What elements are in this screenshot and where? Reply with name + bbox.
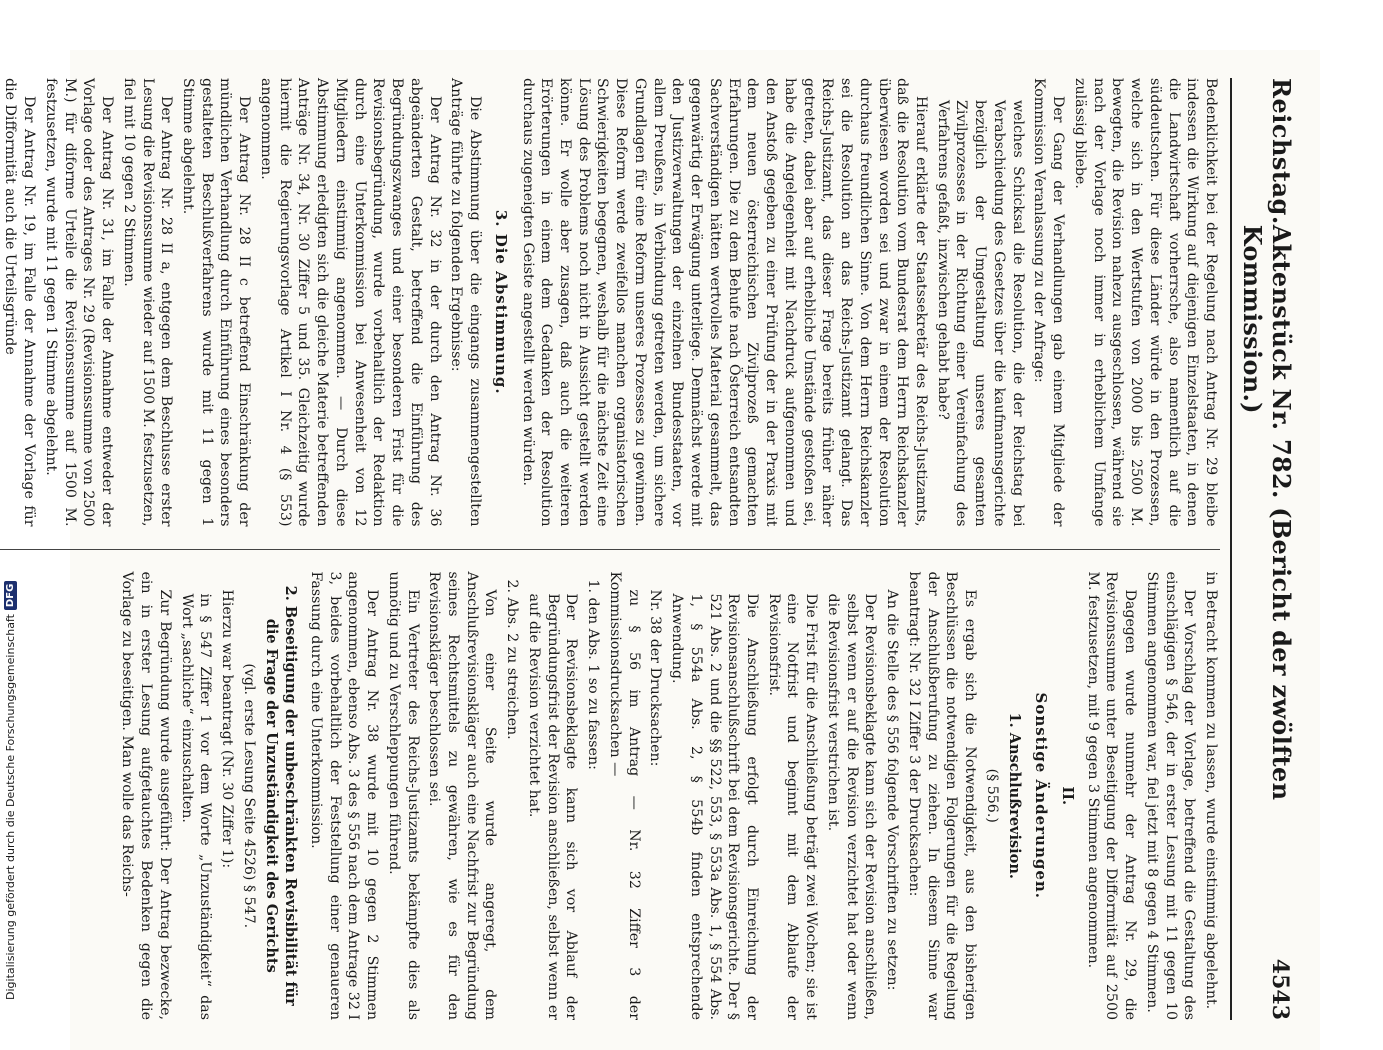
text-columns: [0, 78, 1220, 1020]
quote: Der Revisionsbeklagte kann sich vor Ablauf der Begründungsfrist der Revision anschließen, selbst wenn er auf die Revision verzichtet hat.: [525, 593, 580, 1020]
subsection-heading: 1. Anschlußrevision.: [1005, 712, 1023, 879]
list-item: 1. den Abs. 1 so zu fassen:: [585, 579, 602, 770]
paragraph: Der Antrag Nr. 28 II a, entgegen dem Beschlusse erster Lesung die Revisionssumme wieder auf 1500 M. festzusetzen, fiel mit 10 gegen 2 Stimmen.: [120, 78, 175, 527]
quote: Die Anschließung erfolgt durch Einreichung der Revisionsanschlußschrift bei dem Revisionsgerichte. Der § 521 Abs. 2 und die §§ 522, 553, § 553a Abs. 1, § 554 Abs. 1, § 554a Abs. 2, § 554b finden entsprechende Anwendung.: [669, 593, 760, 1020]
list-item: 2. Abs. 2 zu streichen.: [504, 579, 521, 740]
header-left: Reichstag.: [1267, 78, 1296, 225]
paragraph: Der Antrag Nr. 19, im Falle der Annahme der Vorlage für die Difformität auch die Urteilsgründe: [2, 78, 38, 527]
paragraph: Dagegen wurde nunmehr der Antrag Nr. 29, die Revisionssumme unter Beseitigung der Difformität auf 2500 M. festzusetzen, mit 9 gegen 3 Stimmen angenommen.: [1084, 571, 1139, 1020]
paragraph: Hierauf erklärte der Staatssekretär des Reichs-Justizamts, daß die Resolution vom Bundesrat dem Herrn Reichskanzler überwiesen worden sei und zwar in einem der Resolution durchaus freundlichen Sinne. Von dem Herrn Reichskanzler sei die Resolution an das Reichs-Justizamt gelangt. Das Reichs-Justizamt, das dieser Frage bereits früher näher getreten, dabei aber auf erhebliche Umstände gestoßen sei, habe die Angelegenheit mit Nachdruck aufgenommen und den Anstoß gegeben zu einer Prüfung der in der Praxis mit dem neuen österreichischen Zivilprozeß gemachten Erfahrungen. Die zu dem Behufe nach Österreich entsandten Sachverständigen hätten wertvolles Material gesammelt, das gegenwärtig der Erwägung unterliege. Demnächst werde mit den Justizverwaltungen der einzelnen Bundesstaaten, vor allem Preußens, in Verbindung getreten werden, um sichere Grundlagen für eine Reform unseres Prozesses zu gewinnen. Diese Reform werde zweifellos manchen organisatorischen Schwierigkeiten begegnen, weshalb für die nächste Zeit eine Lösung des Problems noch nicht in Aussicht gestellt werden könne. Er wolle aber zusagen, daß auch die weiteren Erörterungen in einem dem Gedanken der Resolution durchaus zugeneigten Geiste angestellt werden würden.: [519, 78, 929, 527]
header-center: [1238, 225, 1296, 959]
paragraph-ref: (§ 556.): [983, 768, 1000, 823]
header-title: Aktenstück Nr. 782.: [1267, 224, 1296, 499]
section-heading: Sonstige Änderungen.: [1031, 692, 1050, 900]
paragraph: Hierzu war beantragt (Nr. 30 Ziffer 1):: [219, 589, 236, 869]
roman-heading: II.: [1058, 786, 1076, 806]
header-subtitle: (Bericht der zwölften Kommission.): [1238, 224, 1296, 801]
reference: (vgl. erste Lesung Seite 4526) § 547.: [240, 663, 257, 929]
column-right: [0, 572, 1220, 1021]
subsection-heading: 2. Beseitigung der unbeschränkten Revisibilität für die Frage der Unzuständigkeit des Gerichts: [262, 585, 300, 1006]
paragraph: zu § 56 im Antrag — Nr. 32 Ziffer 3 der Kommissionsdrucksachen —: [606, 571, 642, 1020]
paragraph: Der Antrag Nr. 38 wurde mit 10 gegen 2 Stimmen angenommen, ebenso Abs. 3 des § 556 nach dem Antrage 32 I 3, beides vorbehaltlich der Feststellung einer genaueren Fassung durch eine Unterkommission.: [307, 571, 381, 1020]
paragraph: Die Abstimmung über die eingangs zusammengestellten Anträge führte zu folgenden Ergebnisse:: [448, 78, 484, 527]
paragraph: Der Gang der Verhandlungen gab einem Mitgliede der Kommission Veranlassung zu der Anfrage:: [1031, 78, 1067, 527]
paragraph: Von einer Seite wurde angeregt, dem Anschlußrevisionskläger auch eine Nachfrist zur Begründung seines Rechtsmittels zu gewähren, wie es für den Revisionskläger beschlossen sei.: [426, 571, 499, 1020]
quote: welches Schicksal die Resolution, die der Reichstag bei Verabschiedung des Gesetzes über die kaufmannsgerichte bezüglich der Umgestaltung unseres gesamten Zivilprozesses in der Richtung einer Vereinfachung des Verfahrens gefaßt, inzwischen gehabt habe?: [934, 100, 1026, 527]
paragraph: Ein Vertreter des Reichs-Justizamts bekämpfte dies als unnötig und zu Verschleppungen führend.: [385, 571, 421, 1020]
section-heading: 3. Die Abstimmung.: [491, 209, 510, 395]
paragraph: Zur Begründung wurde ausgeführt: Der Antrag bezwecke, ein in erster Lesung aufgetauchtes Bedenken gegen die Vorlage zu beseitigen. Man wolle das Reichs-: [119, 571, 173, 1020]
quote: Die Frist für die Anschließung beträgt zwei Wochen; sie ist eine Notfrist und beginnt mit dem Ablaufe der Revisionsfrist.: [765, 593, 820, 1020]
paragraph: Es ergab sich die Notwendigkeit, aus den bisherigen Beschlüssen die notwendigen Folgerungen für die Regelung der Anschlußberufung zu ziehen. In diesem Sinne war beantragt: Nr. 32 I Ziffer 3 der Drucksachen:: [905, 571, 979, 1020]
paragraph: An die Stelle des § 556 folgende Vorschriften zu setzen:: [884, 589, 901, 991]
paragraph: Der Antrag Nr. 28 II c betreffend Einschränkung der mündlichen Verhandlung durch Einführung eines besonders gestalteten Beschlußverfahrens wurde mit 11 gegen 1 Stimme abgelehnt.: [180, 78, 253, 527]
dfg-logo: DFG: [4, 581, 17, 610]
paragraph: Der Vorschlag der Vorlage, betreffend die Gestaltung des einschlägigen § 546, der in erster Lesung mit 11 gegen 10 Stimmen angenommen war, fiel jetzt mit 8 gegen 4 Stimmen.: [1143, 571, 1198, 1020]
column-left: [0, 78, 1220, 527]
digitization-credit: [0, 583, 20, 1000]
column-divider: [0, 549, 1220, 550]
credit-text: Digitalisierung gefördert durch die Deutsche Forschungsgemeinschaft: [3, 614, 17, 1000]
quote: Der Revisionsbeklagte kann sich der Revision anschließen, selbst wenn er auf die Revision verzichtet hat oder wenn die Revisionsfrist verstrichen ist.: [824, 593, 879, 1020]
paragraph: Der Antrag Nr. 31, im Falle der Annahme entweder der Vorlage oder des Antrages Nr. 29 (Revisionssumme von 2500 M.) für diforme Urteile die Revisionssumme auf 1500 M. festzusetzen, wurde mit 11 gegen 1 Stimme abgelehnt.: [42, 78, 116, 527]
paragraph: Der Antrag Nr. 32 in der durch den Antrag Nr. 36 abgeänderten Gestalt, betreffend die Einführung des Begründungszwanges und einer besonderen Frist für die Revisionsbegründung, wurde vorbehaltlich der Redaktion durch eine Unterkommission bei Anwesenheit von 12 Mitgliedern einstimmig angenommen. — Durch diese Abstimmung erledigten sich die gleiche Materie betreffenden Anträge Nr. 34, Nr. 30 Ziffer 5 und 35. Gleichzeitig wurde hiermit die Regierungsvorlage Artikel I Nr. 4 (§ 553) angenommen.: [257, 78, 443, 527]
paragraph: in Betracht kommen zu lassen, wurde einstimmig abgelehnt.: [1203, 571, 1219, 1010]
page-number: 4543: [1267, 958, 1293, 1020]
paragraph: Bedenklichkeit bei der Regelung nach Antrag Nr. 29 bleibe indessen die Wirkung auf diejenigen Einzelstaaten, in denen die Landwirtschaft vorherrsche, also namentlich auf die süddeutschen. Für diese Länder würde in den Prozessen, welche sich in den Wertstufen von 2000 bis 2500 M. bewegten, die Revision nahezu ausgeschlossen, während sie nach der Vorlage noch immer in erheblichem Umfange zulässig bliebe.: [1071, 78, 1219, 527]
quote: in § 547 Ziffer 1 vor dem Worte „Unzuständigkeit“ das Wort „sachliche“ einzuschalten.: [178, 593, 214, 1020]
page-header: [1230, 78, 1296, 1020]
paragraph: Nr. 38 der Drucksachen:: [647, 589, 664, 767]
